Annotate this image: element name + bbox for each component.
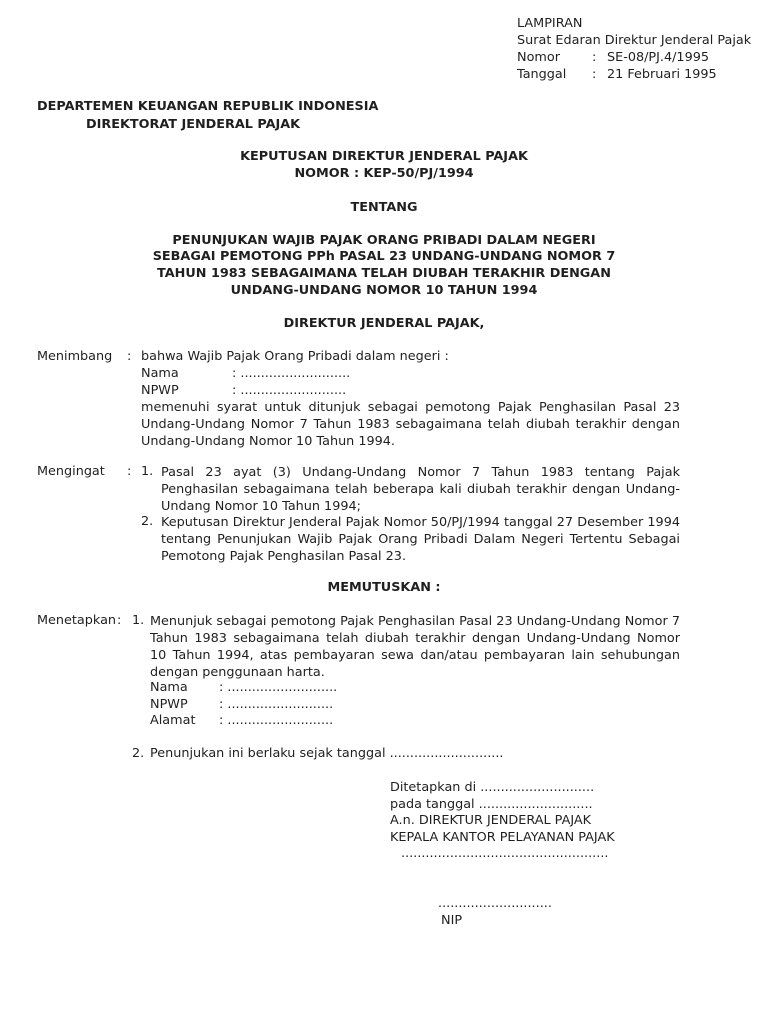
signature-kepala: KEPALA KANTOR PELAYANAN PAJAK xyxy=(390,830,615,845)
lampiran-tanggal-label: Tanggal xyxy=(517,67,567,82)
menetapkan-nama-label: Nama xyxy=(150,680,188,695)
menimbang-colon: : xyxy=(127,349,132,364)
mengingat-item-1-text: Pasal 23 ayat (3) Undang-Undang Nomor 7 Tahun 1983 tentang Pajak Penghasilan sebagaimana telah beberapa kali diubah terakhir dengan Undang-Undang Nomor 10 Tahun 1994; xyxy=(161,465,680,514)
lampiran-title: LAMPIRAN xyxy=(517,16,583,31)
authority-heading: DIREKTUR JENDERAL PAJAK, xyxy=(283,316,485,331)
signature-office-line: ................................................... xyxy=(401,846,609,861)
menetapkan-item-1-number: 1. xyxy=(132,613,145,628)
lampiran-nomor-value: SE-08/PJ.4/1995 xyxy=(607,50,710,65)
signature-pada-tanggal: pada tanggal ............................ xyxy=(390,797,593,812)
menimbang-body: memenuhi syarat untuk ditunjuk sebagai pemotong Pajak Penghasilan Pasal 23 Undang-Undang Nomor 7 Tahun 1983 sebagaimana telah diubah terakhir dengan Undang-Undang Nomor 10 Tahun 1994. xyxy=(141,400,680,449)
subject-line-2: SEBAGAI PEMOTONG PPh PASAL 23 UNDANG-UNDANG NOMOR 7 xyxy=(152,249,616,264)
decree-number: NOMOR : KEP-50/PJ/1994 xyxy=(294,166,474,181)
menetapkan-alamat-value: : .......................... xyxy=(219,713,334,728)
menetapkan-nama-value: : ........................... xyxy=(219,680,338,695)
mengingat-item-2-number: 2. xyxy=(141,514,154,529)
lampiran-reference: Surat Edaran Direktur Jenderal Pajak xyxy=(517,33,752,48)
signature-ditetapkan: Ditetapkan di ............................ xyxy=(390,780,595,795)
menimbang-label: Menimbang xyxy=(37,349,113,364)
department-name: DEPARTEMEN KEUANGAN REPUBLIK INDONESIA xyxy=(37,99,379,114)
menimbang-npwp-label: NPWP xyxy=(141,383,179,398)
lampiran-nomor-colon: : xyxy=(592,50,597,65)
menetapkan-item-1-text: Menunjuk sebagai pemotong Pajak Penghasilan Pasal 23 Undang-Undang Nomor 7 Tahun 1983 sebagaimana telah diubah terakhir dengan Undang-Undang Nomor 10 Tahun 1994, atas pembayaran sewa dan/atau pembayaran lain sehubungan dengan penggunaan harta. xyxy=(150,614,680,680)
signature-an: A.n. DIREKTUR JENDERAL PAJAK xyxy=(390,813,592,828)
menimbang-nama-value: : ........................... xyxy=(232,366,351,381)
mengingat-item-2-text: Keputusan Direktur Jenderal Pajak Nomor 50/PJ/1994 tanggal 27 Desember 1994 tentang Penunjukan Wajib Pajak Orang Pribadi Dalam Negeri Tertentu Sebagai Pemotong Pajak Penghasilan Pasal 23. xyxy=(161,515,680,564)
menetapkan-npwp-label: NPWP xyxy=(150,697,188,712)
lampiran-nomor-label: Nomor xyxy=(517,50,560,65)
menetapkan-item-2-text: Penunjukan ini berlaku sejak tanggal ............................ xyxy=(150,746,504,761)
tentang-heading: TENTANG xyxy=(350,200,418,215)
decree-title: KEPUTUSAN DIREKTUR JENDERAL PAJAK xyxy=(240,149,528,164)
lampiran-tanggal-value: 21 Februari 1995 xyxy=(607,67,717,82)
menetapkan-npwp-value: : .......................... xyxy=(219,697,334,712)
signature-nip: NIP xyxy=(441,913,463,928)
menimbang-nama-label: Nama xyxy=(141,366,179,381)
menetapkan-colon: : xyxy=(117,613,122,628)
subject-line-3: TAHUN 1983 SEBAGAIMANA TELAH DIUBAH TERAKHIR DENGAN xyxy=(157,266,611,281)
subject-line-1: PENUNJUKAN WAJIB PAJAK ORANG PRIBADI DALAM NEGERI xyxy=(172,233,596,248)
directorate-name: DIREKTORAT JENDERAL PAJAK xyxy=(86,117,301,132)
mengingat-item-1-number: 1. xyxy=(141,464,154,479)
menetapkan-label: Menetapkan xyxy=(37,613,117,628)
lampiran-tanggal-colon: : xyxy=(592,67,597,82)
menetapkan-item-2-number: 2. xyxy=(132,746,145,761)
subject-line-4: UNDANG-UNDANG NOMOR 10 TAHUN 1994 xyxy=(230,283,538,298)
menimbang-intro: bahwa Wajib Pajak Orang Pribadi dalam negeri : xyxy=(141,349,449,364)
memutuskan-heading: MEMUTUSKAN : xyxy=(327,580,441,595)
menimbang-npwp-value: : .......................... xyxy=(232,383,347,398)
mengingat-colon: : xyxy=(127,464,132,479)
signature-name-line: ............................ xyxy=(438,896,552,911)
menetapkan-alamat-label: Alamat xyxy=(150,713,196,728)
mengingat-label: Mengingat xyxy=(37,464,105,479)
